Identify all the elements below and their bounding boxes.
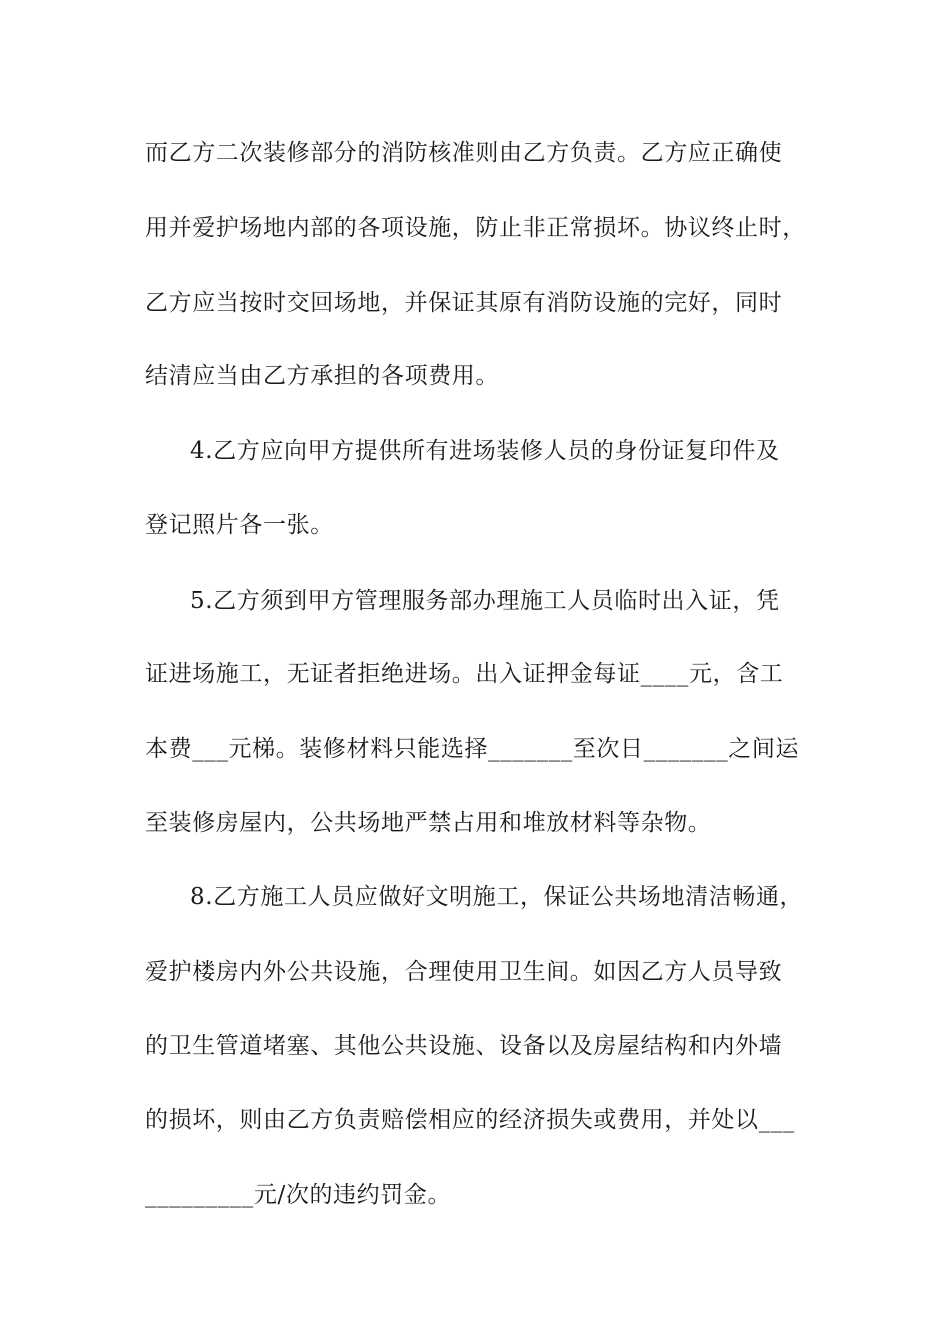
paragraph-line: 乙方应当按时交回场地，并保证其原有消防设施的完好，同时 <box>145 290 783 316</box>
paragraph-line: 8.乙方施工人员应做好文明施工，保证公共场地清洁畅通， <box>190 884 804 910</box>
paragraph-line: 的卫生管道堵塞、其他公共设施、设备以及房屋结构和内外墙 <box>145 1033 783 1059</box>
paragraph-line: 本费___元梯。装修材料只能选择_______至次日_______之间运 <box>145 736 800 762</box>
paragraph-line: 证进场施工，无证者拒绝进场。出入证押金每证____元，含工 <box>145 661 784 687</box>
paragraph-line: _________元/次的违约罚金。 <box>145 1182 452 1208</box>
paragraph-line: 登记照片各一张。 <box>145 512 334 538</box>
paragraph-line: 而乙方二次装修部分的消防核准则由乙方负责。乙方应正确使 <box>145 140 783 166</box>
paragraph-line: 4.乙方应向甲方提供所有进场装修人员的身份证复印件及 <box>190 438 780 464</box>
paragraph-line: 爱护楼房内外公共设施，合理使用卫生间。如因乙方人员导致 <box>145 959 783 985</box>
paragraph-line: 的损坏，则由乙方负责赔偿相应的经济损失或费用，并处以___ <box>145 1107 795 1133</box>
paragraph-line: 用并爱护场地内部的各项设施，防止非正常损坏。协议终止时， <box>145 215 806 241</box>
paragraph-line: 至装修房屋内，公共场地严禁占用和堆放材料等杂物。 <box>145 810 712 836</box>
paragraph-line: 结清应当由乙方承担的各项费用。 <box>145 363 499 389</box>
paragraph-line: 5.乙方须到甲方管理服务部办理施工人员临时出入证，凭 <box>190 588 780 614</box>
